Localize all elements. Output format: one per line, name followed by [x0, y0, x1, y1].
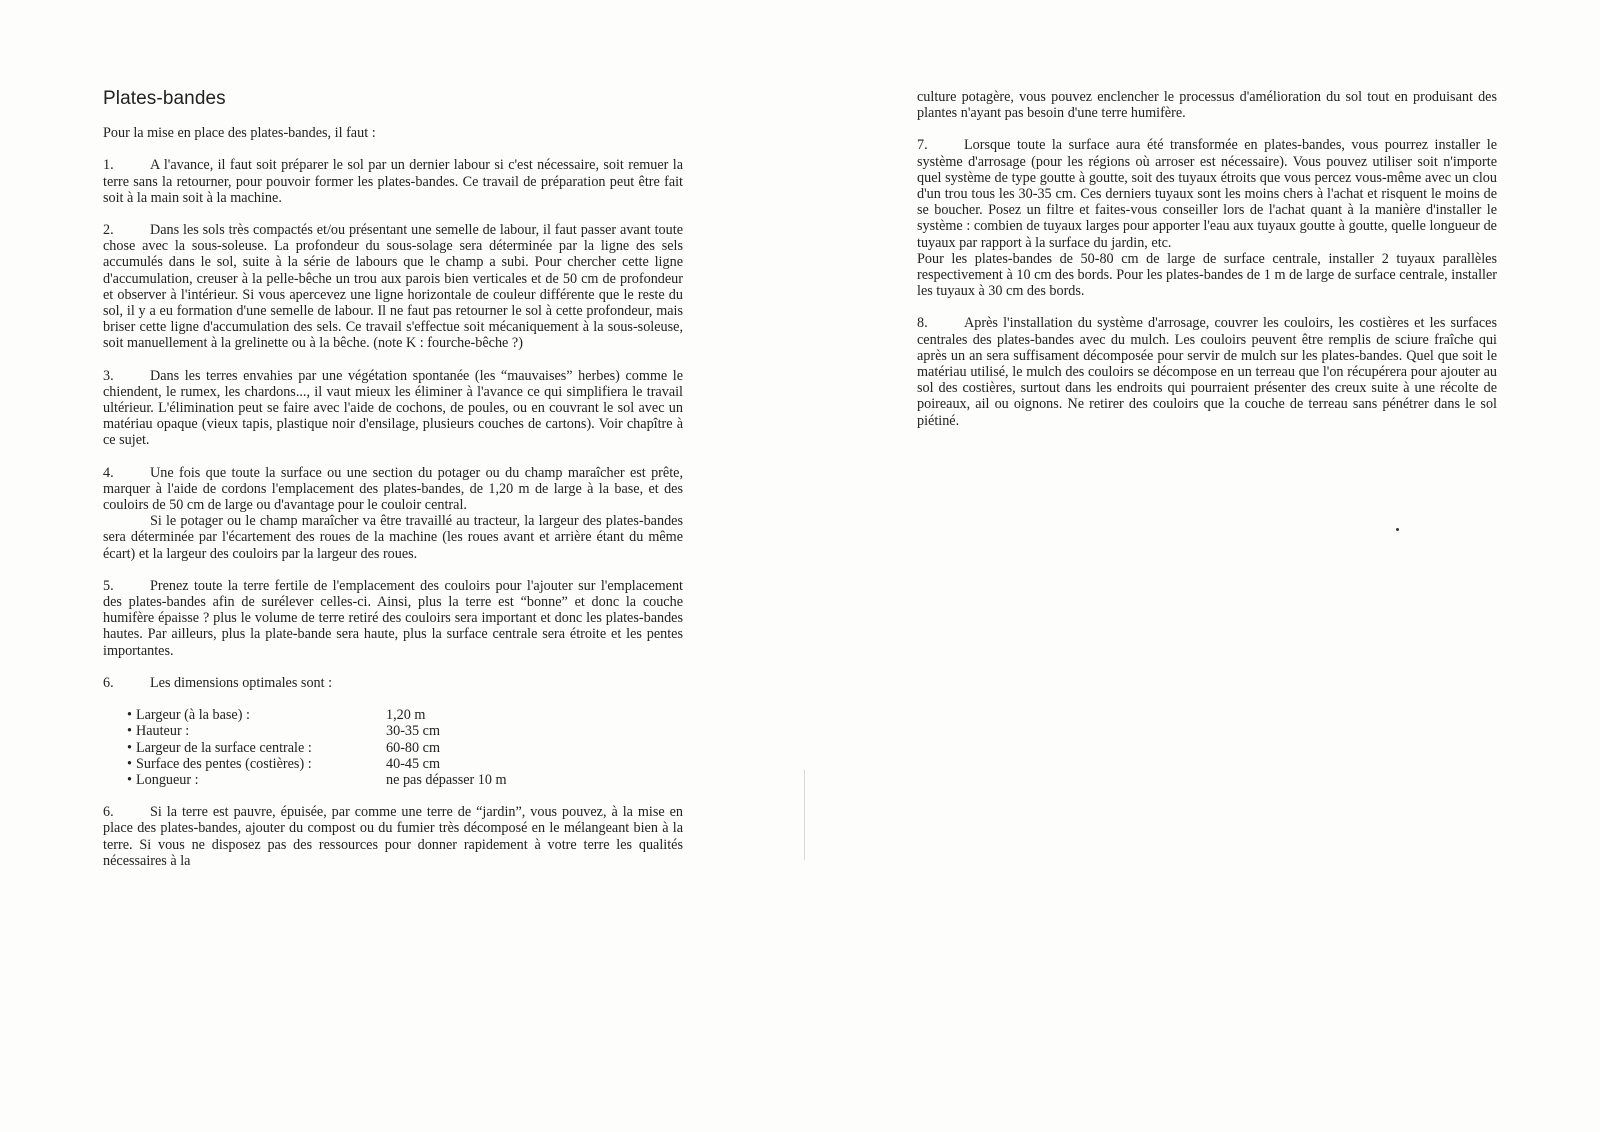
dimension-value: 1,20 m — [386, 707, 426, 724]
item-text: Une fois que toute la surface ou une section du potager ou du champ maraîcher est prête, marquer à l'aide de cordons l'emplacement des plates-bandes, de 1,20 m de large à la base, et des couloirs de 50 cm de large ou d'avantage pour le couloir central. — [103, 464, 683, 514]
bullet-icon: • — [127, 739, 132, 756]
item-2 — [103, 222, 683, 352]
item-text: Les dimensions optimales sont : — [150, 674, 333, 691]
item-number: 8. — [917, 315, 928, 332]
item-6 — [103, 675, 683, 691]
item-1 — [103, 157, 683, 206]
bullet-icon: • — [127, 771, 132, 788]
dimension-row — [127, 723, 683, 739]
item-text: Après l'installation du système d'arrosage, couvrer les couloirs, les costières et les surfaces centrales des plates-bandes avec du mulch. Les couloirs peuvent être remplis de sciure fraîche qui après un an sera suffisament décomposée pour servir de mulch sur les plates-bandes. Quel que soit le matériau utilisé, le mulch des couloirs se décompose en un terreau que l'on récupérera pour ajouter au sol des costières, surtout dans les endroits qui pourraient présenter des creux suite à une récolte de poireaux, ail ou oignons. Ne retirer des couloirs que la couche de terreau sans pénétrer dans le sol piétiné. — [917, 315, 1497, 429]
item-3 — [103, 368, 683, 449]
page-title: Plates-bandes — [103, 88, 226, 109]
item-6b — [103, 804, 683, 869]
dimension-value: 30-35 cm — [386, 723, 440, 740]
item-number: 1. — [103, 157, 114, 174]
dimension-row — [127, 772, 683, 788]
item-number: 7. — [917, 137, 928, 154]
item-number: 2. — [103, 222, 114, 239]
left-column — [103, 88, 683, 885]
bullet-icon: • — [127, 723, 132, 740]
dimension-row — [127, 740, 683, 756]
dimension-value: 40-45 cm — [386, 755, 440, 772]
bullet-icon: • — [127, 707, 132, 724]
item-8 — [917, 315, 1497, 428]
item-4 — [103, 465, 683, 514]
item-5 — [103, 578, 683, 659]
item-text: Dans les terres envahies par une végétation spontanée (les “mauvaises” herbes) comme le chiendent, le rumex, les chardons..., il vaut mieux les éliminer à l'avance ce qui simplifiera le travail ultérieur. L'élimination peut se faire avec l'aide de cochons, de poules, ou en couvrant le sol avec un matériau opaque (vieux tapis, plastique noir d'ensilage, plusieurs couches de cartons). Voir chapître à ce sujet. — [103, 367, 683, 449]
dimension-label: Largeur de la surface centrale : — [135, 739, 312, 756]
item-4-continuation: Si le potager ou le champ maraîcher va être travaillé au tracteur, la largeur des plates-bandes sera déterminée par l'écartement des roues de la machine (les roues avant et arrière étant du même écart) et la largeur des couloirs par la largeur des roues. — [103, 513, 683, 562]
item-7 — [917, 137, 1497, 250]
item-text: Prenez toute la terre fertile de l'emplacement des couloirs pour l'ajouter sur l'emplacement des plates-bandes afin de surélever celles-ci. Ainsi, plus la terre est “bonne” et donc la couche humifère épaisse ? plus le volume de terre retiré des couloirs sera important et donc les plates-bandes hautes. Par ailleurs, plus la plate-bande sera haute, plus la surface centrale sera étroite et les pentes importantes. — [103, 577, 683, 659]
item-text: A l'avance, il faut soit préparer le sol par un dernier labour si c'est nécessaire, soit remuer la terre sans la retourner, pour pouvoir former les plates-bandes. Ce travail de préparation peut être fait soit à la main soit à la machine. — [103, 157, 683, 206]
item-number: 4. — [103, 464, 114, 481]
item-text: Dans les sols très compactés et/ou présentant une semelle de labour, il faut passer avant toute chose avec la sous-soleuse. La profondeur du sous-solage sera déterminée par la ligne des sels accumulés dans le sol, suite à la série de labours que le champ a subi. Pour chercher cette ligne d'accumulation, creuser à la pelle-bêche un trou aux parois bien verticales et de 50 cm de profondeur et observer à l'intérieur. Si vous apercevez une ligne horizontale de couleur différente que le reste du sol, il y a eu formation d'une semelle de labour. Il ne faut pas retourner le sol à cette profondeur, mais briser cette ligne d'accumulation des sels. Ce travail s'effectue soit mécaniquement à la sous-soleuse, soit manuellement à la grelinette ou à la bêche. (note K : fourche-bêche ?) — [103, 222, 683, 352]
dimension-value: ne pas dépasser 10 m — [386, 771, 507, 788]
intro-paragraph: Pour la mise en place des plates-bandes, il faut : — [103, 125, 376, 142]
item-number: 3. — [103, 367, 114, 384]
item-number: 6. — [103, 674, 114, 691]
ink-speck — [1396, 528, 1399, 531]
item-7-continuation: Pour les plates-bandes de 50-80 cm de large de surface centrale, installer 2 tuyaux parallèles respectivement à 10 cm des bords. Pour les plates-bandes de 1 m de large de surface centrale, installer les tuyaux à 30 cm des bords. — [917, 250, 1497, 300]
item-number: 5. — [103, 577, 114, 594]
item-number: 6. — [103, 804, 114, 821]
item-text: Si la terre est pauvre, épuisée, par comme une terre de “jardin”, vous pouvez, à la mise en place des plates-bandes, ajouter du compost ou du fumier très décomposé en le mélangeant bien à la terre. Si vous ne disposez pas des ressources pour donner rapidement à votre terre les qualités nécessaires à la — [103, 804, 683, 869]
dimension-label: Hauteur : — [135, 723, 190, 740]
right-page — [800, 0, 1600, 1132]
dimension-row — [127, 756, 683, 772]
bullet-icon: • — [127, 755, 132, 772]
item-text: Lorsque toute la surface aura été transformée en plates-bandes, vous pourrez installer le système d'arrosage (pour les régions où arroser est nécessaire). Vous pouvez utiliser soit n'importe quel système de type goutte à goutte, soit des tuyaux étroits que vous percez vous-même avec un clou d'un trou tous les 30-35 cm. Ces derniers tuyaux sont les moins chers à l'achat et risquent le moins de se boucher. Posez un filtre et faites-vous conseiller lors de l'achat quant à la manière d'installer le système : combien de tuyaux larges pour apporter l'eau aux tuyaux goutte à goutte, quelle longueur de tuyaux par rapport à la surface du jardin, etc. — [917, 137, 1497, 251]
dimension-label: Largeur (à la base) : — [135, 707, 250, 724]
continuation-paragraph: culture potagère, vous pouvez enclencher le processus d'amélioration du sol tout en produisant des plantes n'ayant pas besoin d'une terre humifère. — [917, 89, 1497, 122]
dimension-label: Surface des pentes (costières) : — [135, 755, 312, 772]
dimension-value: 60-80 cm — [386, 739, 440, 756]
dimensions-list — [127, 707, 683, 788]
dimension-label: Longueur : — [135, 771, 199, 788]
dimension-row — [127, 707, 683, 723]
right-column — [917, 89, 1497, 445]
